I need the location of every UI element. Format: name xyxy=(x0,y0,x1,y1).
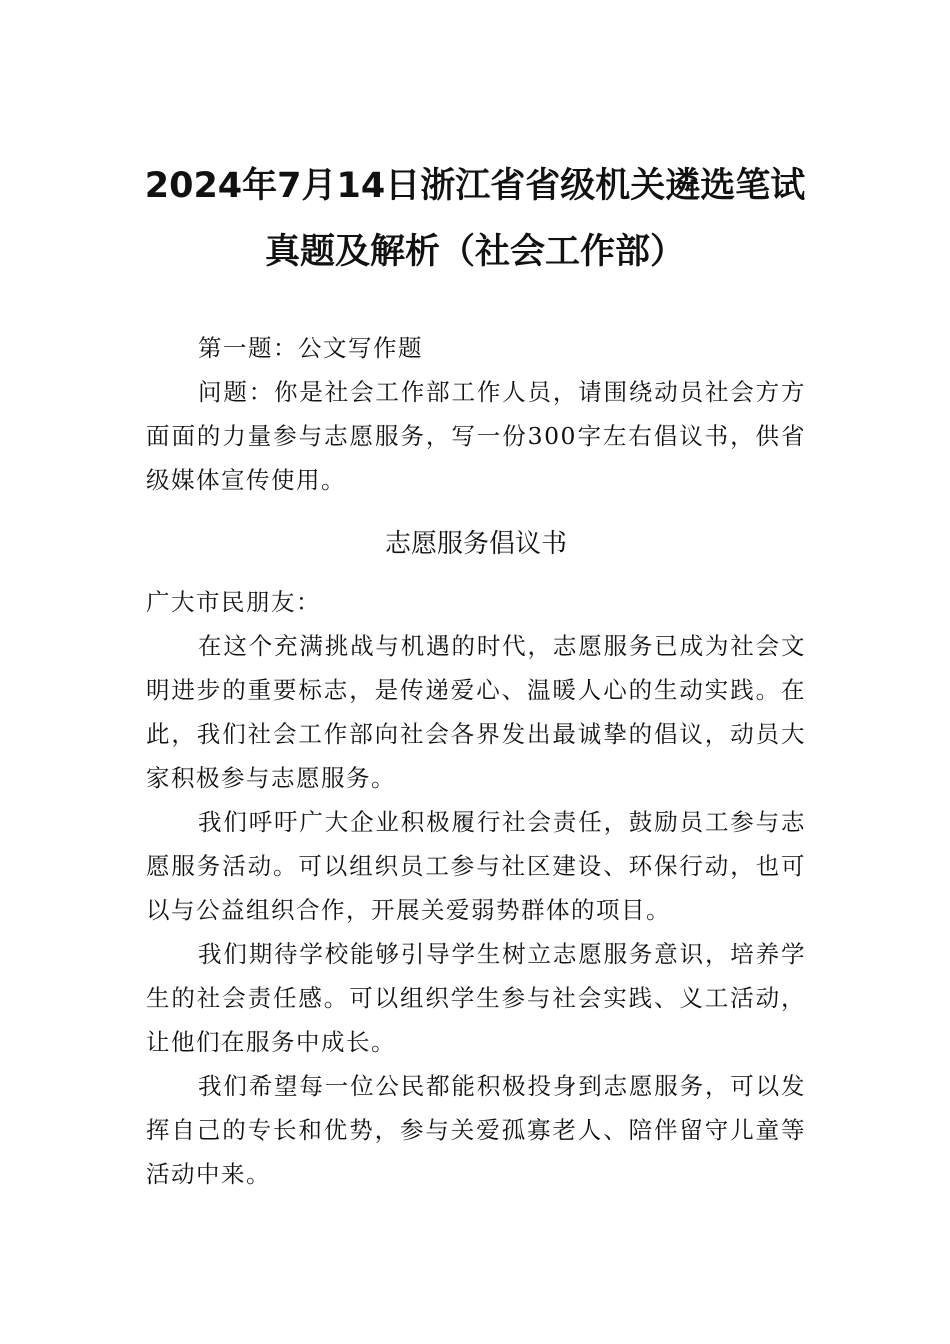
letter-title: 志愿服务倡议书 xyxy=(384,529,567,559)
paragraph: 我们呼吁广大企业积极履行社会责任，鼓励员工参与志愿服务活动。可以组织员工参与社区建设、环保行动，也可以与公益组织合作，开展关爱弱势群体的项目。 xyxy=(146,808,806,924)
paragraph: 在这个充满挑战与机遇的时代，志愿服务已成为社会文明进步的重要标志，是传递爱心、温暖人心的生动实践。在此，我们社会工作部向社会各界发出最诚挚的倡议，动员大家积极参与志愿服务。 xyxy=(146,632,806,792)
question-section xyxy=(146,326,806,502)
document-title-line-2: 真题及解析（社会工作部） xyxy=(264,232,685,272)
letter-body xyxy=(146,580,806,1196)
paragraph: 我们期待学校能够引导学生树立志愿服务意识，培养学生的社会责任感。可以组织学生参与社会实践、义工活动，让他们在服务中成长。 xyxy=(146,940,806,1056)
question-text: 问题：你是社会工作部工作人员，请围绕动员社会方方面面的力量参与志愿服务，写一份300字左右倡议书，供省级媒体宣传使用。 xyxy=(146,378,806,494)
question-heading: 第一题：公文写作题 xyxy=(198,334,423,362)
document-title-line-1: 2024年7月14日浙江省省级机关遴选笔试 xyxy=(144,166,806,206)
paragraph: 我们希望每一位公民都能积极投身到志愿服务，可以发挥自己的专长和优势，参与关爱孤寡老人、陪伴留守儿童等活动中来。 xyxy=(146,1072,806,1188)
salutation: 广大市民朋友： xyxy=(146,588,321,616)
